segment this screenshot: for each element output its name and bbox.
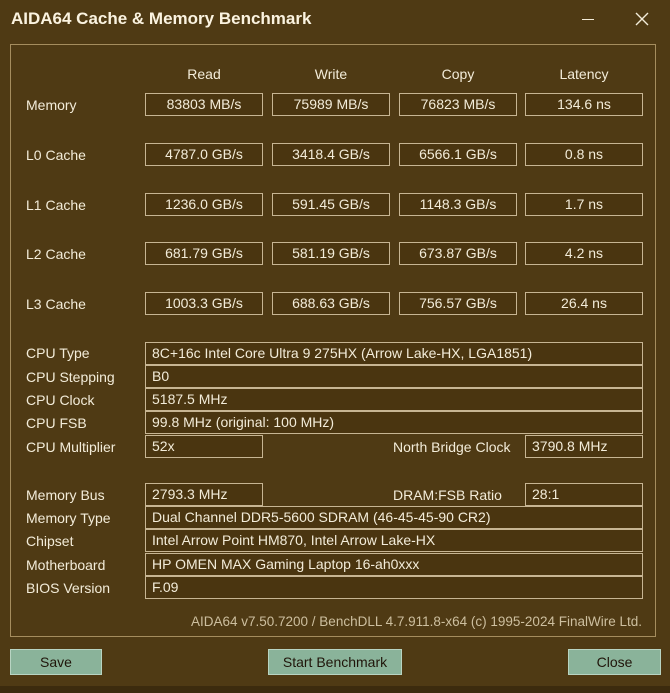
- l1-write-value: 591.45 GB/s: [272, 193, 390, 216]
- north-bridge-clock-label: North Bridge Clock: [393, 439, 511, 455]
- close-icon: [635, 12, 649, 26]
- dram-fsb-ratio-value: 28:1: [525, 483, 643, 506]
- version-copyright: AIDA64 v7.50.7200 / BenchDLL 4.7.911.8-x64 (c) 1995-2024 FinalWire Ltd.: [190, 614, 642, 629]
- l2-latency-value: 4.2 ns: [525, 242, 643, 265]
- l2-read-value: 681.79 GB/s: [145, 242, 263, 265]
- motherboard-value: HP OMEN MAX Gaming Laptop 16-ah0xxx: [145, 553, 643, 576]
- l2-copy-value: 673.87 GB/s: [399, 242, 517, 265]
- close-button-label: Close: [596, 654, 633, 670]
- start-benchmark-button[interactable]: [268, 649, 402, 675]
- bios-version-label: BIOS Version: [26, 580, 111, 596]
- status-strip: [0, 686, 670, 693]
- motherboard-label: Motherboard: [26, 557, 106, 573]
- column-header-read: Read: [187, 66, 221, 82]
- title-bar: [0, 0, 670, 40]
- dram-fsb-ratio-label: DRAM:FSB Ratio: [393, 487, 502, 503]
- save-button[interactable]: [10, 649, 102, 675]
- north-bridge-clock-value: 3790.8 MHz: [525, 435, 643, 458]
- cpu-stepping-value: B0: [145, 365, 643, 388]
- cpu-clock-value: 5187.5 MHz: [145, 388, 643, 411]
- minimize-icon: [582, 19, 594, 20]
- l3-read-value: 1003.3 GB/s: [145, 292, 263, 315]
- l1-read-value: 1236.0 GB/s: [145, 193, 263, 216]
- minimize-button[interactable]: [570, 6, 606, 32]
- memory-type-label: Memory Type: [26, 510, 111, 526]
- l1-latency-value: 1.7 ns: [525, 193, 643, 216]
- chipset-value: Intel Arrow Point HM870, Intel Arrow Lake-HX: [145, 529, 643, 552]
- memory-read-value: 83803 MB/s: [145, 93, 263, 116]
- l3-latency-value: 26.4 ns: [525, 292, 643, 315]
- start-benchmark-button-label: Start Benchmark: [282, 654, 388, 670]
- l0-read-value: 4787.0 GB/s: [145, 143, 263, 166]
- cpu-clock-label: CPU Clock: [26, 392, 95, 408]
- window-title: AIDA64 Cache & Memory Benchmark: [11, 9, 312, 28]
- row-label-l1-cache: L1 Cache: [26, 197, 86, 213]
- row-label-l3-cache: L3 Cache: [26, 296, 86, 312]
- cpu-stepping-label: CPU Stepping: [26, 369, 115, 385]
- cpu-type-label: CPU Type: [26, 345, 90, 361]
- l1-copy-value: 1148.3 GB/s: [399, 193, 517, 216]
- cpu-fsb-label: CPU FSB: [26, 415, 87, 431]
- cpu-multiplier-label: CPU Multiplier: [26, 439, 116, 455]
- cpu-type-value: 8C+16c Intel Core Ultra 9 275HX (Arrow Lake-HX, LGA1851): [145, 342, 643, 365]
- close-window-button[interactable]: [624, 6, 660, 32]
- row-label-memory: Memory: [26, 97, 77, 113]
- row-label-l0-cache: L0 Cache: [26, 147, 86, 163]
- row-label-l2-cache: L2 Cache: [26, 246, 86, 262]
- l3-copy-value: 756.57 GB/s: [399, 292, 517, 315]
- l0-latency-value: 0.8 ns: [525, 143, 643, 166]
- memory-bus-label: Memory Bus: [26, 487, 105, 503]
- memory-write-value: 75989 MB/s: [272, 93, 390, 116]
- memory-type-value: Dual Channel DDR5-5600 SDRAM (46-45-45-90 CR2): [145, 506, 643, 529]
- memory-copy-value: 76823 MB/s: [399, 93, 517, 116]
- column-header-copy: Copy: [441, 66, 475, 82]
- cpu-fsb-value: 99.8 MHz (original: 100 MHz): [145, 411, 643, 434]
- bios-version-value: F.09: [145, 576, 643, 599]
- l2-write-value: 581.19 GB/s: [272, 242, 390, 265]
- cpu-multiplier-value: 52x: [145, 435, 263, 458]
- l0-write-value: 3418.4 GB/s: [272, 143, 390, 166]
- close-button[interactable]: [568, 649, 661, 675]
- save-button-label: Save: [40, 654, 72, 670]
- l3-write-value: 688.63 GB/s: [272, 292, 390, 315]
- memory-latency-value: 134.6 ns: [525, 93, 643, 116]
- l0-copy-value: 6566.1 GB/s: [399, 143, 517, 166]
- chipset-label: Chipset: [26, 533, 74, 549]
- memory-bus-value: 2793.3 MHz: [145, 483, 263, 506]
- column-header-latency: Latency: [559, 66, 609, 82]
- column-header-write: Write: [314, 66, 348, 82]
